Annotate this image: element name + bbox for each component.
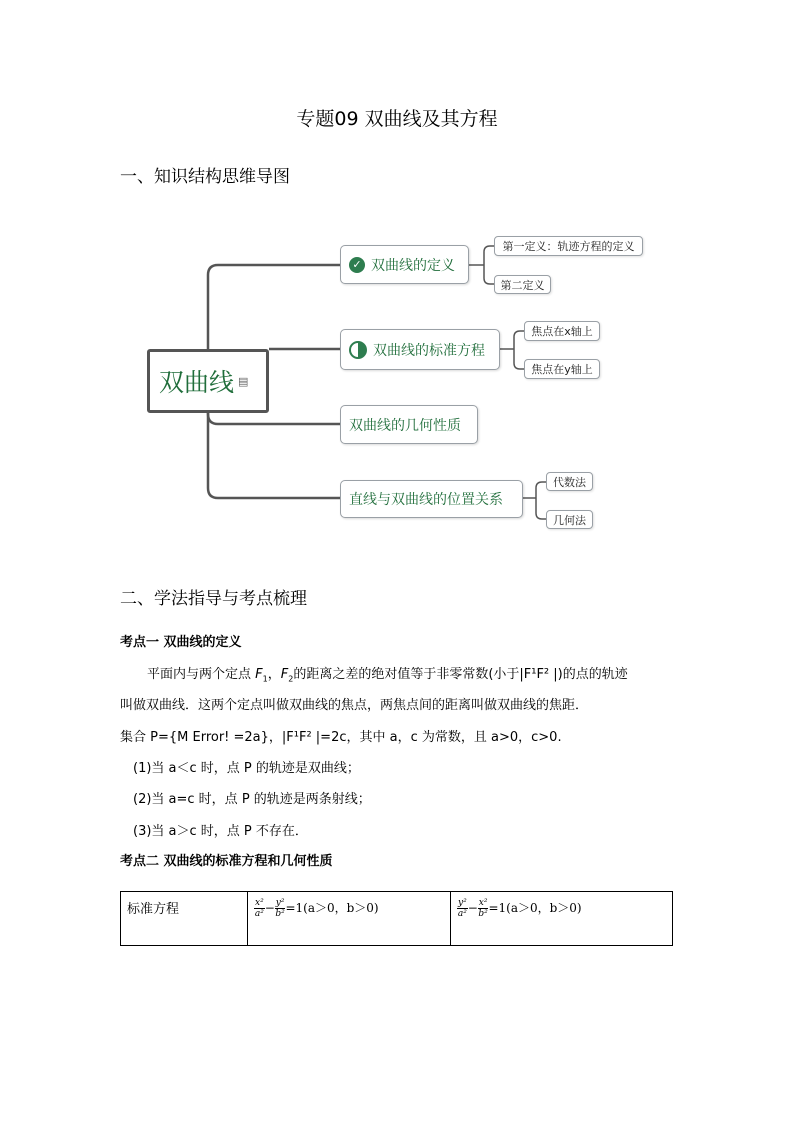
page-title: 专题09 双曲线及其方程 xyxy=(296,108,498,130)
leaf-focus-x-axis[interactable]: 焦点在x轴上 xyxy=(524,321,600,341)
branch-label: 双曲线的标准方程 xyxy=(373,342,485,359)
mindmap-root-label: 双曲线 xyxy=(159,368,235,397)
case-item: (2)当 a=c 时，点 P 的轨迹是两条射线； xyxy=(133,792,371,807)
leaf-second-definition[interactable]: 第二定义 xyxy=(494,275,551,294)
case-item: (1)当 a＜c 时，点 P 的轨迹是双曲线； xyxy=(133,761,360,776)
kaodian1-paragraph-line1: 平面内与两个定点 $F_1$，$F_2$的距离之差的绝对值等于非零常数(小于|F¹F² |)的点的轨迹 xyxy=(147,667,628,684)
note-icon: ▤ xyxy=(238,374,249,388)
set-definition-line: 集合 P={M Error! =2a}，|F¹F² |=2c，其中 a，c 为常数，且 a>0，c>0. xyxy=(120,730,562,745)
kaodian1-paragraph-line2: 叫做双曲线．这两个定点叫做双曲线的焦点，两焦点间的距离叫做双曲线的焦距． xyxy=(120,698,589,713)
branch-geometric-properties[interactable] xyxy=(340,405,478,444)
kaodian2-heading: 考点二 双曲线的标准方程和几何性质 xyxy=(120,854,333,869)
branch-standard-equation[interactable] xyxy=(340,329,500,370)
branch-label: 双曲线的定义 xyxy=(371,257,455,274)
half-circle-icon xyxy=(349,341,367,359)
leaf-geometric-method[interactable]: 几何法 xyxy=(546,510,593,529)
kaodian1-heading: 考点一 双曲线的定义 xyxy=(120,635,242,650)
check-circle-icon: ✓ xyxy=(349,257,365,273)
table-cell-equation-x: $\frac{\text{x²}}{\text{a²}}$ − $\frac{\text{y²}}{\text{b²}}$ =1(a＞0，b＞0) xyxy=(248,892,451,946)
section-heading-1: 一、知识结构思维导图 xyxy=(120,167,290,187)
branch-definition[interactable] xyxy=(340,245,469,284)
table-cell-equation-y: $\frac{\text{y²}}{\text{a²}}$ − $\frac{\text{x²}}{\text{b²}}$ =1(a＞0，b＞0) xyxy=(451,892,673,946)
table-cell-label: 标准方程 xyxy=(121,892,248,946)
leaf-focus-y-axis[interactable]: 焦点在y轴上 xyxy=(524,359,600,379)
section-heading-2: 二、学法指导与考点梳理 xyxy=(120,589,307,609)
leaf-algebraic-method[interactable]: 代数法 xyxy=(546,472,593,491)
branch-label: 直线与双曲线的位置关系 xyxy=(349,492,503,508)
case-item: (3)当 a＞c 时，点 P 不存在． xyxy=(133,824,308,839)
branch-label: 双曲线的几何性质 xyxy=(349,417,461,434)
table-row xyxy=(121,892,673,946)
properties-table xyxy=(120,891,673,946)
mindmap-root[interactable] xyxy=(147,349,269,413)
leaf-first-definition[interactable]: 第一定义：轨迹方程的定义 xyxy=(494,236,643,256)
branch-line-relation[interactable] xyxy=(340,480,523,518)
